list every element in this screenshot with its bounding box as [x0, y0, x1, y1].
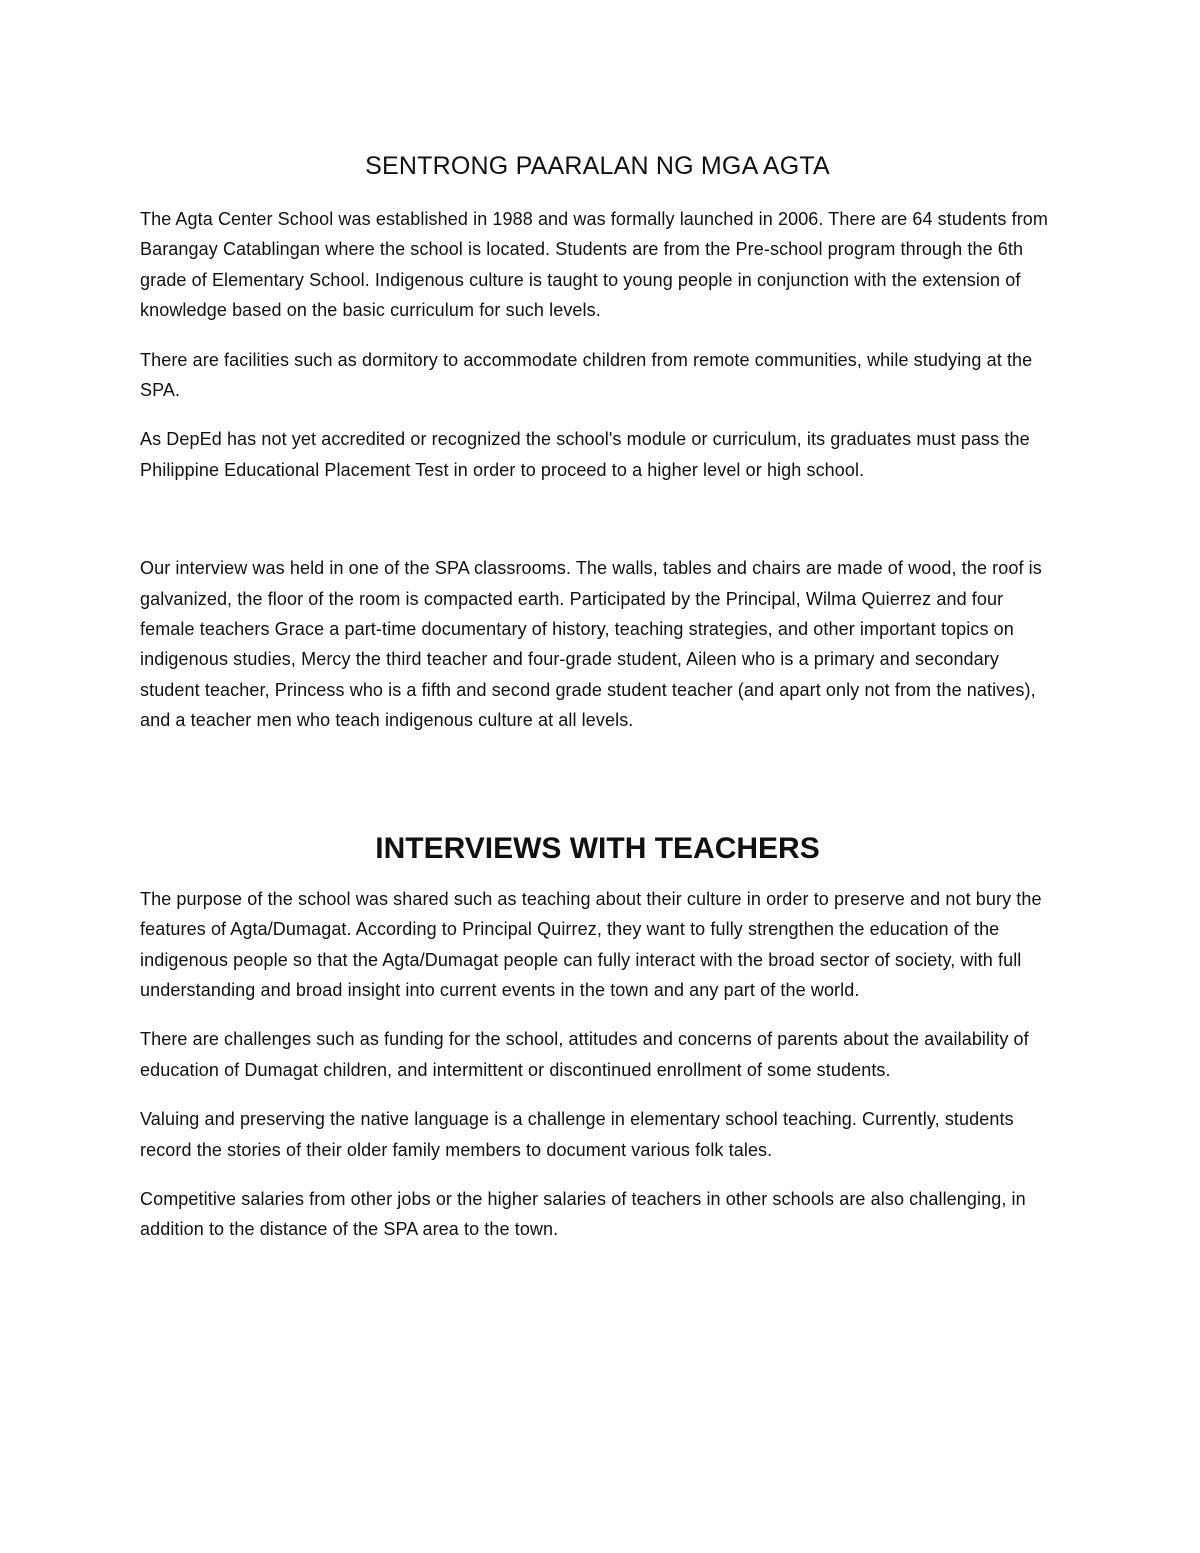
section-title-interviews: INTERVIEWS WITH TEACHERS	[375, 831, 820, 865]
paragraph-school-purpose: The purpose of the school was shared such as teaching about their culture in order to preserve and not bury the features of Agta/Dumagat. According to Principal Quirrez, they want to fully strengthen the education of the indigenous people so that the Agta/Dumagat people can fully interact with the broad sector of society, with full understanding and broad insight into current events in the town and any part of the world.	[140, 888, 1042, 1000]
paragraph-salaries: Competitive salaries from other jobs or the higher salaries of teachers in other schools are also challenging, in addition to the distance of the SPA area to the town.	[140, 1188, 1026, 1240]
paragraph-native-language: Valuing and preserving the native language is a challenge in elementary school teaching. Currently, students record the stories of their older family members to document various folk tales.	[140, 1109, 1014, 1160]
paragraph-accreditation: As DepEd has not yet accredited or recognized the school's module or curriculum, its graduates must pass the Philippine Educational Placement Test in order to proceed to a higher level or high school.	[140, 429, 1030, 480]
section-title-sentrong-paaralan: SENTRONG PAARALAN NG MGA AGTA	[365, 152, 830, 180]
paragraph-challenges: There are challenges such as funding for the school, attitudes and concerns of parents about the availability of education of Dumagat children, and intermittent or discontinued enrollment of some students.	[140, 1029, 1029, 1080]
paragraph-school-background: The Agta Center School was established in 1988 and was formally launched in 2006. There are 64 students from Barangay Catablingan where the school is located. Students are from the Pre-school program through the 6th grade of Elementary School. Indigenous culture is taught to young people in conjunction with the extension of knowledge based on the basic curriculum for such levels.	[140, 209, 1049, 321]
paragraph-facilities: There are facilities such as dormitory to accommodate children from remote communities, while studying at the SPA.	[140, 349, 1033, 401]
document-body	[140, 150, 1055, 1245]
paragraph-interview-setting: Our interview was held in one of the SPA classrooms. The walls, tables and chairs are made of wood, the roof is galvanized, the floor of the room is compacted earth. Participated by the Principal, Wilma Quierrez and four female teachers Grace a part-time documentary of history, teaching strategies, and other important topics on indigenous studies, Mercy the third teacher and four-grade student, Aileen who is a primary and secondary student teacher, Princess who is a fifth and second grade student teacher (and apart only not from the natives), and a teacher men who teach indigenous culture at all levels.	[140, 558, 1042, 731]
